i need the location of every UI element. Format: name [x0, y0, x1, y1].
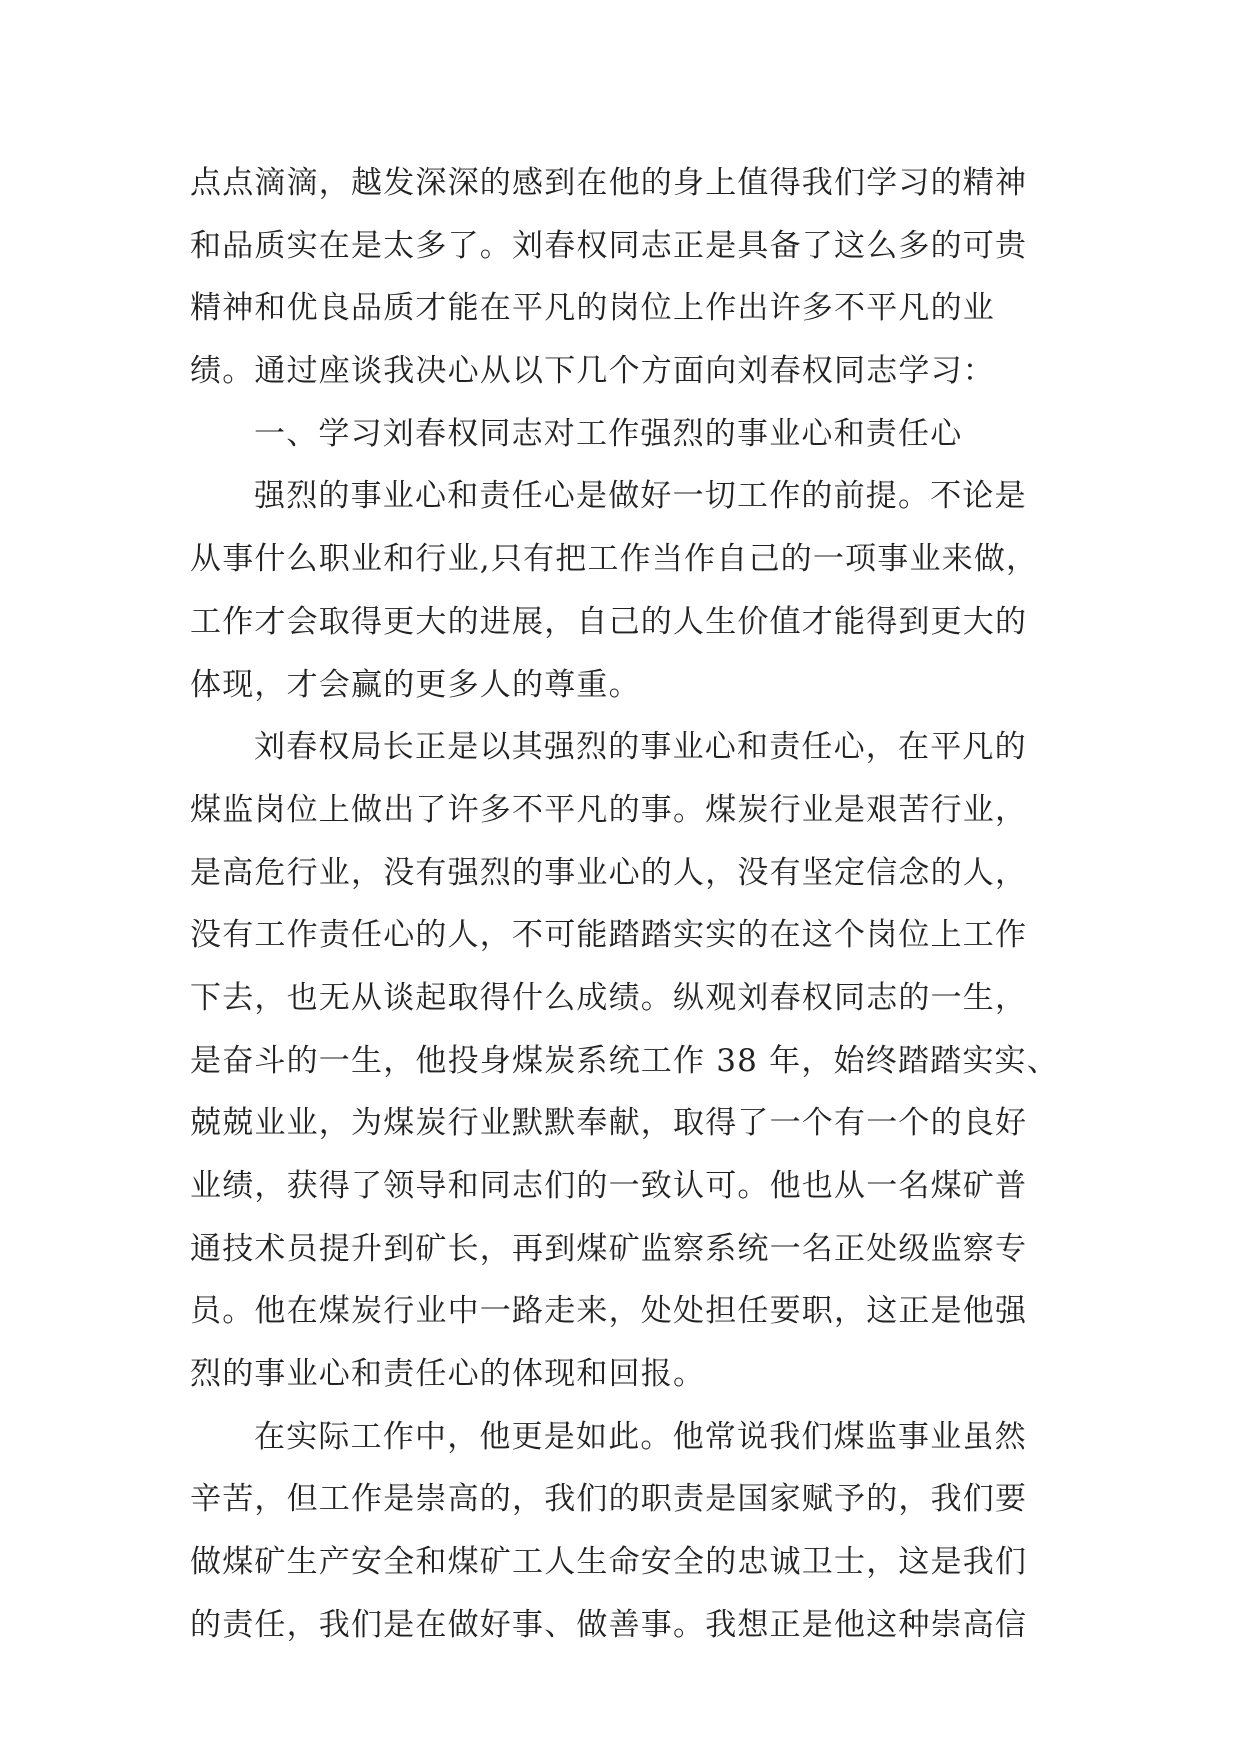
- text-line: 烈的事业心和责任心的体现和回报。: [190, 1356, 706, 1393]
- text-line: 业绩，获得了领导和同志们的一致认可。他也从一名煤矿普: [190, 1168, 1028, 1204]
- document-body: [190, 152, 1058, 1657]
- text-line: 的责任，我们是在做好事、做善事。我想正是他这种崇高信: [190, 1606, 1028, 1643]
- text-line: 通技术员提升到矿长，再到煤矿监察系统一名正处级监察专: [190, 1230, 1028, 1267]
- text-line: 点点滴滴，越发深深的感到在他的身上值得我们学习的精神: [190, 165, 1028, 201]
- text-line: 下去，也无从谈起取得什么成绩。纵观刘春权同志的一生，: [190, 979, 1028, 1016]
- text-line: 工作才会取得更大的进展，自己的人生价值才能得到更大的: [190, 603, 1028, 640]
- paragraph-first-line: 强烈的事业心和责任心是做好一切工作的前提。不论是: [254, 478, 1027, 515]
- text-line: 兢兢业业，为煤炭行业默默奉献，取得了一个有一个的良好: [190, 1105, 1028, 1142]
- text-line: 辛苦，但工作是崇高的，我们的职责是国家赋予的，我们要: [190, 1481, 1028, 1518]
- text-line: 和品质实在是太多了。刘春权同志正是具备了这么多的可贵: [190, 227, 1028, 264]
- text-line: 煤监岗位上做出了许多不平凡的事。煤炭行业是艰苦行业，: [190, 791, 1028, 828]
- text-line: 做煤矿生产安全和煤矿工人生命安全的忠诚卫士，这是我们: [190, 1544, 1028, 1581]
- text-line: 从事什么职业和行业,只有把工作当作自己的一项事业来做，: [190, 541, 1039, 578]
- text-line: 绩。通过座谈我决心从以下几个方面向刘春权同志学习：: [190, 353, 995, 390]
- paragraph-first-line: 在实际工作中，他更是如此。他常说我们煤监事业虽然: [254, 1418, 1027, 1455]
- text-line: 员。他在煤炭行业中一路走来，处处担任要职，这正是他强: [190, 1293, 1028, 1330]
- text-line: 是高危行业，没有强烈的事业心的人，没有坚定信念的人，: [190, 854, 1028, 891]
- paragraph-first-line: 刘春权局长正是以其强烈的事业心和责任心，在平凡的: [254, 729, 1027, 766]
- text-line: 是奋斗的一生，他投身煤炭系统工作 38 年，始终踏踏实实、: [190, 1042, 1059, 1079]
- paragraph-first-line: 一、学习刘春权同志对工作强烈的事业心和责任心: [254, 415, 963, 452]
- text-line: 没有工作责任心的人，不可能踏踏实实的在这个岗位上工作: [190, 917, 1028, 954]
- text-line: 体现，才会赢的更多人的尊重。: [190, 666, 641, 703]
- text-line: 精神和优良品质才能在平凡的岗位上作出许多不平凡的业: [190, 290, 995, 327]
